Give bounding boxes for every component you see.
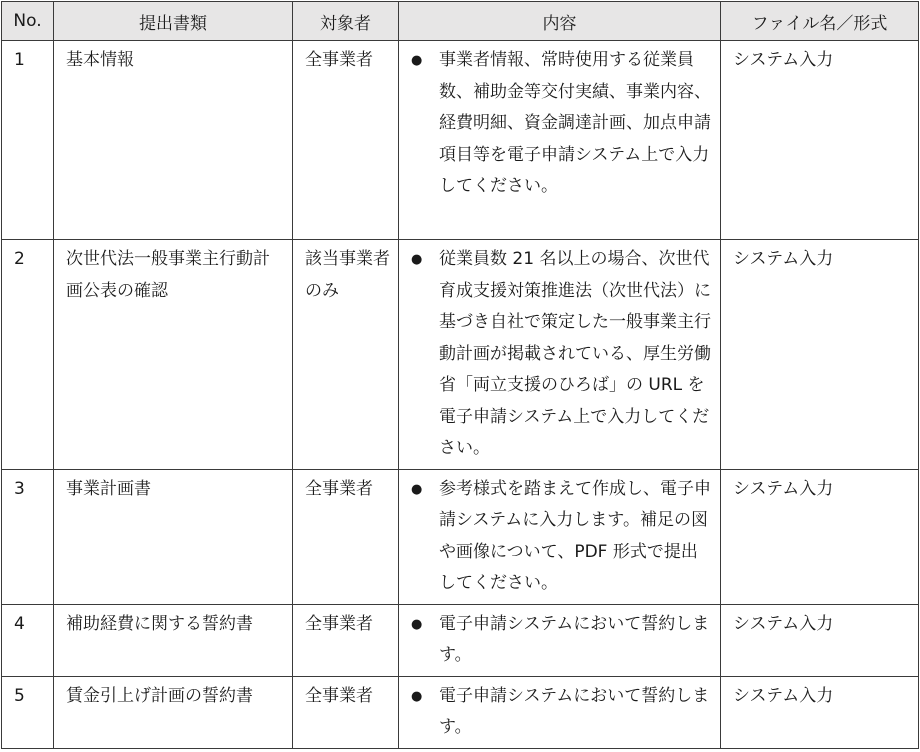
- bullet-icon: ●: [411, 252, 423, 267]
- bullet-icon: ●: [411, 481, 423, 497]
- row-file-format: システム入力: [721, 469, 919, 604]
- row-content: [399, 676, 721, 748]
- row-file-format: システム入力: [721, 41, 919, 240]
- row-target: 全事業者: [293, 604, 399, 676]
- row-target: 全事業者: [293, 676, 399, 748]
- row-file-format: システム入力: [721, 604, 919, 676]
- row-content: [399, 469, 721, 604]
- row-target: 該当事業者のみ: [293, 240, 399, 470]
- bullet-icon: ●: [411, 688, 423, 704]
- row-content-text: 従業員数 21 名以上の場合、次世代育成支援対策推進法（次世代法）に基づき自社で策定した一般事業主行動計画が掲載されている、厚生労働省「両立支援のひろば」の URL を電子申請システム上で入力してください。: [439, 249, 711, 458]
- table-row: [2, 240, 919, 470]
- bullet-icon: ●: [411, 616, 423, 632]
- row-document-name: 賃金引上げ計画の誓約書: [54, 676, 293, 748]
- table-header-row: [2, 2, 919, 41]
- header-target: 対象者: [293, 2, 399, 41]
- bullet-icon: ●: [411, 53, 423, 68]
- header-content: 内容: [399, 2, 721, 41]
- row-document-name: 次世代法一般事業主行動計画公表の確認: [54, 240, 293, 470]
- row-content: [399, 604, 721, 676]
- row-document-name: 事業計画書: [54, 469, 293, 604]
- table-row: [2, 41, 919, 240]
- row-target: 全事業者: [293, 41, 399, 240]
- row-content: [399, 41, 721, 240]
- row-target: 全事業者: [293, 469, 399, 604]
- header-document-name: 提出書類: [54, 2, 293, 41]
- row-no: 2: [2, 240, 54, 470]
- row-content-text: 電子申請システムにおいて誓約します。: [439, 613, 710, 665]
- table-row: [2, 676, 919, 748]
- row-content-text: 電子申請システムにおいて誓約します。: [439, 685, 710, 737]
- row-content-text: 事業者情報、常時使用する従業員数、補助金等交付実績、事業内容、経費明細、資金調達計画、加点申請項目等を電子申請システム上で入力してください。: [439, 50, 711, 196]
- header-no: No.: [2, 2, 54, 41]
- header-file-format: ファイル名／形式: [721, 2, 919, 41]
- submission-documents-table: [1, 1, 919, 749]
- row-content-text: 参考様式を踏まえて作成し、電子申請システムに入力します。補足の図や画像について、PDF 形式で提出してください。: [439, 478, 711, 593]
- table-row: [2, 469, 919, 604]
- row-no: 4: [2, 604, 54, 676]
- row-content: [399, 240, 721, 470]
- row-document-name: 基本情報: [54, 41, 293, 240]
- row-no: 1: [2, 41, 54, 240]
- row-file-format: システム入力: [721, 240, 919, 470]
- table-row: [2, 604, 919, 676]
- row-no: 3: [2, 469, 54, 604]
- row-document-name: 補助経費に関する誓約書: [54, 604, 293, 676]
- row-file-format: システム入力: [721, 676, 919, 748]
- row-no: 5: [2, 676, 54, 748]
